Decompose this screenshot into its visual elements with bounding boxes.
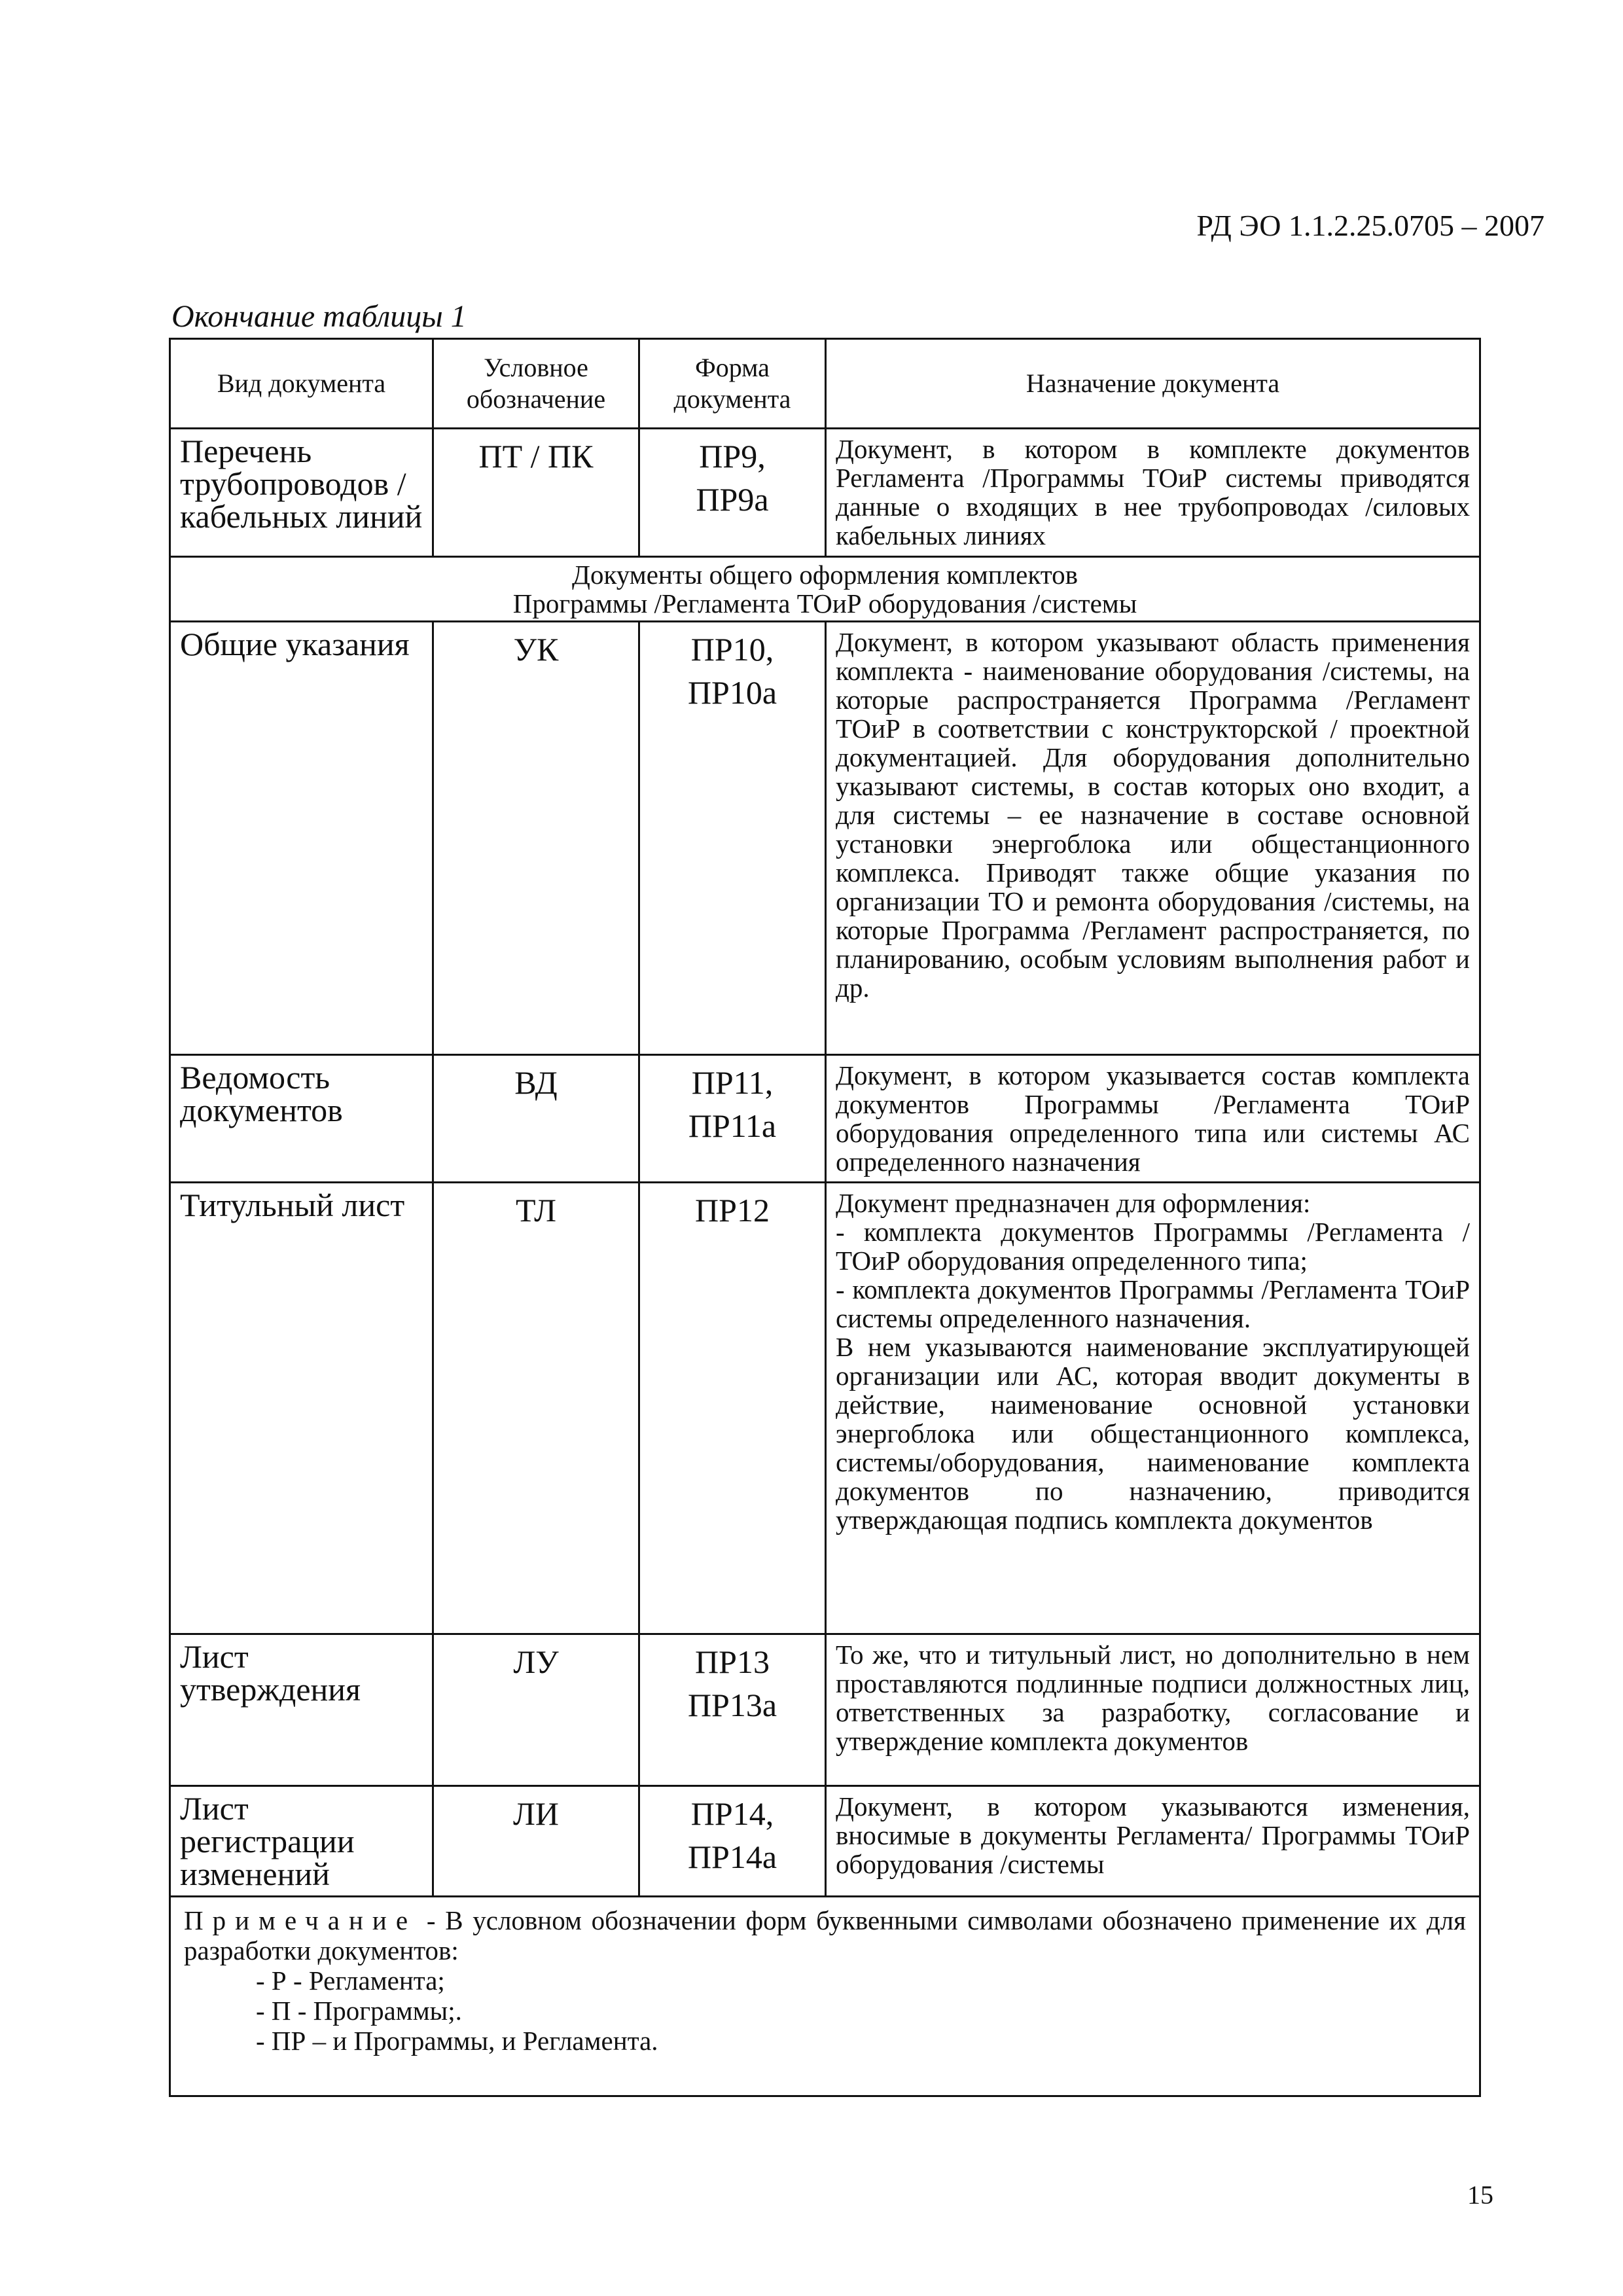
header-code: Условное обозначение <box>433 339 639 429</box>
form-line: ПР14а <box>687 1839 777 1875</box>
table-row <box>170 429 1480 557</box>
table-note <box>170 1897 1480 2096</box>
purpose-paragraph: Документ предназначен для оформления: <box>836 1188 1311 1218</box>
form-line: ПР11, <box>691 1064 774 1101</box>
header-kind: Вид документа <box>170 339 433 429</box>
cell-form <box>639 1183 826 1634</box>
note-label: Примечание <box>184 1905 418 1935</box>
purpose-paragraph: Документ, в котором указываются изменения, вносимые в документы Регламента/ Программы ТОиР оборудования /системы <box>836 1791 1470 1879</box>
note-item: - П - Программы;. <box>256 1996 462 2026</box>
cell-form <box>639 622 826 1055</box>
note-lead <box>184 1905 1466 1965</box>
section-title-line: Документы общего оформления комплектов <box>572 560 1078 590</box>
header-purpose: Назначение документа <box>826 339 1480 429</box>
form-line: ПР13 <box>695 1643 770 1680</box>
table-header-row <box>170 339 1480 429</box>
cell-code: ВД <box>433 1055 639 1183</box>
cell-kind: Перечень трубопроводов / кабельных линий <box>170 429 433 557</box>
cell-code: ПТ / ПК <box>433 429 639 557</box>
table-row <box>170 1183 1480 1634</box>
cell-kind: Лист утверждения <box>170 1634 433 1786</box>
note-row <box>170 1897 1480 2096</box>
document-code: РД ЭО 1.1.2.25.0705 – 2007 <box>1196 209 1544 242</box>
cell-purpose <box>826 1055 1480 1183</box>
cell-purpose <box>826 1786 1480 1897</box>
cell-form <box>639 1055 826 1183</box>
note-item: - Р - Регламента; <box>256 1965 445 1996</box>
cell-code: ЛУ <box>433 1634 639 1786</box>
section-row <box>170 557 1480 622</box>
cell-code: ТЛ <box>433 1183 639 1634</box>
purpose-paragraph: - комплекта документов Программы /Регламента / ТОиР оборудования определенного типа; <box>836 1217 1470 1276</box>
cell-kind: Ведомость документов <box>170 1055 433 1183</box>
table-row <box>170 622 1480 1055</box>
cell-purpose <box>826 622 1480 1055</box>
cell-code: УК <box>433 622 639 1055</box>
table-caption: Окончание таблицы 1 <box>171 299 467 334</box>
purpose-paragraph: Документ, в котором указывается состав комплекта документов Программы /Регламента ТОиР оборудования определенного типа или системы АС определенного назначения <box>836 1060 1470 1177</box>
cell-kind: Общие указания <box>170 622 433 1055</box>
note-text: - В условном обозначении форм буквенными символами обозначено применение их для разработки документов: <box>184 1905 1467 1965</box>
form-line: ПР13а <box>687 1687 777 1723</box>
cell-code: ЛИ <box>433 1786 639 1897</box>
form-line: ПР9а <box>696 481 769 518</box>
cell-form <box>639 1634 826 1786</box>
cell-purpose <box>826 1183 1480 1634</box>
form-line: ПР10а <box>687 674 777 711</box>
note-item: - ПР – и Программы, и Регламента. <box>256 2026 658 2056</box>
table-row <box>170 1055 1480 1183</box>
purpose-paragraph: Документ, в котором указывают область применения комплекта - наименование оборудования /системы, на которые распространяется Программа /Регламент ТОиР в соответствии с конструкторской / проектной документацией. Для оборудования дополнительно указывают системы, в состав которых оно входит, а для системы – ее назначение в составе основной установки энергоблока или общестанционного комплекса. Приводят также общие указания по организации ТО и ремонта оборудования /системы, на которые Программа /Регламент распространяется, по планированию, особым условиям выполнения работ и др. <box>836 627 1470 1003</box>
form-line: ПР14, <box>690 1795 774 1832</box>
section-title <box>170 557 1480 622</box>
form-line: ПР9, <box>699 438 766 475</box>
form-line: ПР12 <box>695 1192 770 1229</box>
cell-form <box>639 1786 826 1897</box>
cell-purpose: Документ, в котором в комплекте документов Регламента /Программы ТОиР системы приводятся данные о входящих в нее трубопроводах /силовых кабельных линиях <box>826 429 1480 557</box>
header-form: Форма документа <box>639 339 826 429</box>
table-row <box>170 1786 1480 1897</box>
page-number: 15 <box>1467 2180 1493 2210</box>
cell-form <box>639 429 826 557</box>
section-title-line: Программы /Регламента ТОиР оборудования /системы <box>512 588 1137 619</box>
cell-purpose <box>826 1634 1480 1786</box>
purpose-paragraph: В нем указываются наименование эксплуатирующей организации или АС, которая вводит документы в действие, наименование основной установки энергоблока или общестанционного комплекса, системы/оборудования, наименование комплекта документов по назначению, приводится утверждающая подпись комплекта документов <box>836 1332 1470 1535</box>
purpose-paragraph: То же, что и титульный лист, но дополнительно в нем проставляются подлинные подписи должностных лиц, ответственных за разработку, согласование и утверждение комплекта документов <box>836 1640 1470 1756</box>
documents-table <box>169 338 1481 2097</box>
form-line: ПР11а <box>688 1107 777 1144</box>
form-line: ПР10, <box>690 631 774 668</box>
cell-kind: Лист регистрации изменений <box>170 1786 433 1897</box>
purpose-paragraph: - комплекта документов Программы /Регламента ТОиР системы определенного назначения. <box>836 1274 1470 1333</box>
table-row <box>170 1634 1480 1786</box>
cell-kind: Титульный лист <box>170 1183 433 1634</box>
